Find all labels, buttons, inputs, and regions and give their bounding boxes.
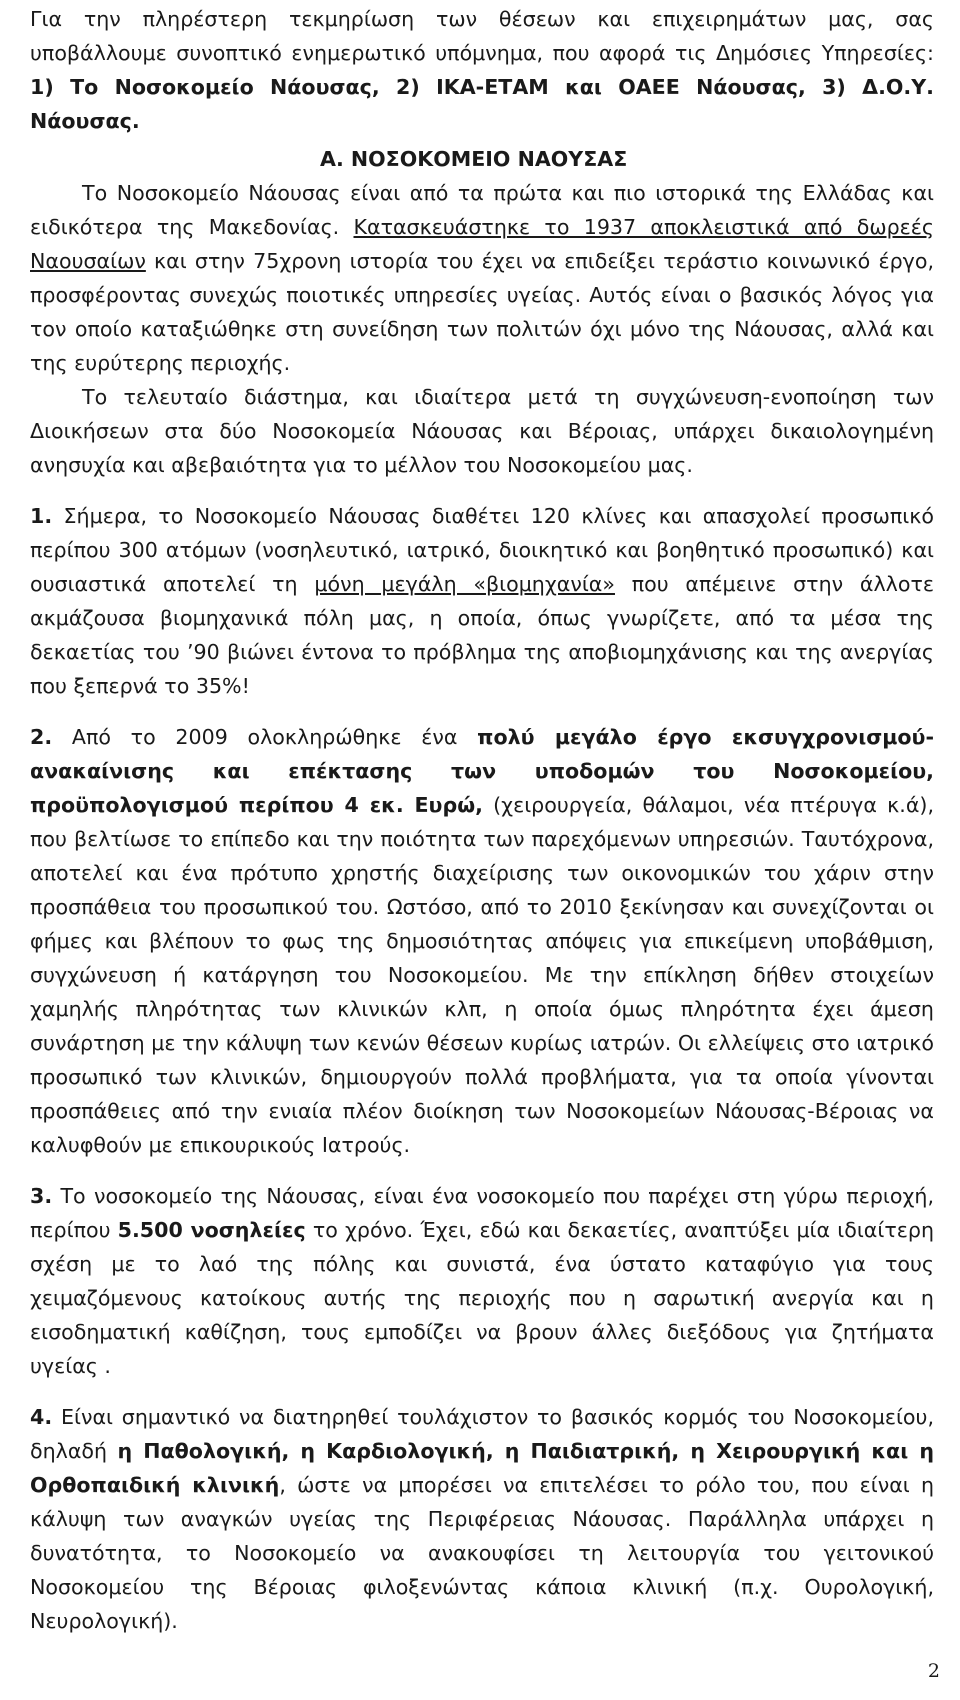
item-3-paragraph: 3. Το νοσοκομείο της Νάουσας, είναι ένα νοσοκομείο που παρέχει στη γύρω περιοχή, περίπου 5.500 νοσηλείες το χρόνο. Έχει, εδώ και δεκαετίες, αναπτύξει μία ιδιαίτερη σχέση με το λαό της πόλης και συνιστά, ένα ύστατο καταφύγιο για τους χειμαζόμενους κατοίκους αυτής της περιοχής που η σαρωτική ανεργία και η εισοδηματική καθίζηση, τους εμποδίζει να βρουν άλλες διεξόδους για ζητήματα υγείας . bbox=[30, 1184, 934, 1378]
merger-paragraph: Το τελευταίο διάστημα, και ιδιαίτερα μετά τη συγχώνευση-ενοποίηση των Διοικήσεων στα δύο Νοσοκομεία Νάουσας και Βέροιας, υπάρχει δικαιολογημένη ανησυχία και αβεβαιότητα για το μέλλον του Νοσοκομείου μας. bbox=[30, 385, 934, 477]
intro-text: Για την πληρέστερη τεκμηρίωση των θέσεων και επιχειρημάτων μας, σας υποβάλλουμε συνοπτικό ενημερωτικό υπόμνημα, που αφορά τις Δημόσιες Υπηρεσίες: bbox=[30, 7, 934, 65]
section-heading: Α. ΝΟΣΟΚΟΜΕΙΟ ΝΑΟΥΣΑΣ bbox=[320, 147, 628, 171]
item-number: 2. bbox=[30, 725, 53, 749]
page-number: 2 bbox=[927, 1660, 940, 1682]
intro-services-list: 1) Το Νοσοκομείο Νάουσας, 2) ΙΚΑ-ΕΤΑΜ και ΟΑΕΕ Νάουσας, 3) Δ.Ο.Υ. Νάουσας. bbox=[30, 75, 934, 133]
hospital-intro-paragraph: Το Νοσοκομείο Νάουσας είναι από τα πρώτα και πιο ιστορικά της Ελλάδας και ειδικότερα της Μακεδονίας. Κατασκευάστηκε το 1937 αποκλειστικά από δωρεές Ναουσαίων και στην 75χρονη ιστορία του έχει να επιδείξει τεράστιο κοινωνικό έργο, προσφέροντας συνεχώς ποιοτικές υπηρεσίες υγείας. Αυτός είναι ο βασικός λόγος για τον οποίο καταξιώθηκε στη συνείδηση των πολιτών όχι μόνο της Νάουσας, αλλά και της ευρύτερης περιοχής. bbox=[30, 181, 934, 375]
item-1-paragraph: 1. Σήμερα, το Νοσοκομείο Νάουσας διαθέτει 120 κλίνες και απασχολεί προσωπικό περίπου 300 ατόμων (νοσηλευτικό, ιατρικό, διοικητικό και βοηθητικό προσωπικό) και ουσιαστικά αποτελεί τη μόνη μεγάλη «βιομηχανία» που απέμεινε στην άλλοτε ακμάζουσα βιομηχανικά πόλη μας, η οποία, όπως γνωρίζετε, από τα μέσα της δεκαετίας του ’90 βιώνει έντονα το πρόβλημα της αποβιομηχάνισης και της ανεργίας που ξεπερνά το 35%! bbox=[30, 504, 934, 698]
renovation-bold: πολύ μεγάλο έργο εκσυγχρονισμού-ανακαίνισης και επέκτασης των υποδομών του Νοσοκομείου, προϋπολογισμού περίπου 4 εκ. Ευρώ, bbox=[30, 725, 935, 817]
item-number: 1. bbox=[30, 504, 53, 528]
item-4-paragraph: 4. Είναι σημαντικό να διατηρηθεί τουλάχιστον το βασικός κορμός του Νοσοκομείου, δηλαδή η Παθολογική, η Καρδιολογική, η Παιδιατρική, η Χειρουργική και η Ορθοπαιδική κλινική, ώστε να μπορέσει να επιτελέσει το ρόλο του, που είναι η κάλυψη των αναγκών υγείας της Περιφέρειας Νάουσας. Παράλληλα υπάρχει η δυνατότητα, το Νοσοκομείο να ανακουφίσει τη λειτουργία του γειτονικού Νοσοκομείου της Βέροιας φιλοξενώντας κάποια κλινική (π.χ. Ουρολογική, Νευρολογική). bbox=[30, 1405, 934, 1633]
hospitalizations-bold: 5.500 νοσηλείες bbox=[117, 1218, 306, 1242]
construction-underline: Κατασκευάστηκε το 1937 αποκλειστικά από δωρεές Ναουσαίων bbox=[30, 215, 934, 273]
item-number: 4. bbox=[30, 1405, 53, 1429]
item-number: 3. bbox=[30, 1184, 53, 1208]
industry-underline: μόνη μεγάλη «βιομηχανία» bbox=[314, 572, 615, 596]
item-2-paragraph: 2. Από το 2009 ολοκληρώθηκε ένα πολύ μεγάλο έργο εκσυγχρονισμού-ανακαίνισης και επέκτασης των υποδομών του Νοσοκομείου, προϋπολογισμού περίπου 4 εκ. Ευρώ, (χειρουργεία, θάλαμοι, νέα πτέρυγα κ.ά), που βελτίωσε το επίπεδο και την ποιότητα των παρεχόμενων υπηρεσιών. Ταυτόχρονα, αποτελεί και ένα πρότυπο χρηστής διαχείρισης των οικονομικών του χάριν στην προσπάθεια του προσωπικού του. Ωστόσο, από το 2010 ξεκίνησαν και συνεχίζονται οι φήμες και βλέπουν το φως της δημοσιότητας απόψεις για επικείμενη υποβάθμιση, συγχώνευση ή κατάργηση του Νοσοκομείου. Με την επίκληση δήθεν στοιχείων χαμηλής πληρότητας των κλινικών κλπ, η οποία όμως πληρότητα έχει άμεση συνάρτηση με την κάλυψη των κενών θέσεων κυρίως ιατρών. Οι ελλείψεις στο ιατρικό προσωπικό των κλινικών, δημιουργούν πολλά προβλήματα, για τα οποία γίνονται προσπάθειες από την ενιαία πλέον διοίκηση των Νοσοκομείων Νάουσας-Βέροιας να καλυφθούν με επικουρικούς Ιατρούς. bbox=[30, 725, 935, 1157]
clinics-bold: η Παθολογική, η Καρδιολογική, η Παιδιατρική, η Χειρουργική και η Ορθοπαιδική κλινική bbox=[30, 1439, 934, 1497]
intro-paragraph bbox=[30, 2, 934, 138]
